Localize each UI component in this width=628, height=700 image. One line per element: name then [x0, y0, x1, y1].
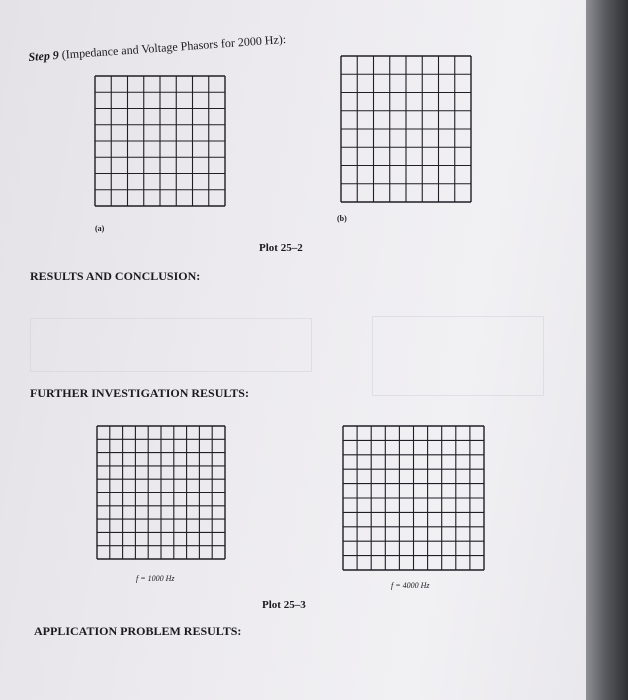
graph-b-label: (b) — [337, 214, 347, 223]
freq-1000-caption: f = 1000 Hz — [136, 574, 175, 583]
plot-25-2-caption: Plot 25–2 — [259, 242, 303, 254]
bleed-through-text — [457, 34, 462, 50]
step-title: (Impedance and Voltage Phasors for 2000 Hz): — [61, 31, 287, 62]
freq-4000-caption: f = 4000 Hz — [391, 581, 430, 590]
graph-1000hz — [96, 425, 226, 560]
bleed-through-table-right — [372, 316, 544, 396]
graph-a-label: (a) — [95, 224, 105, 233]
further-investigation-heading: FURTHER INVESTIGATION RESULTS: — [30, 386, 249, 400]
step-heading — [28, 32, 287, 65]
step-label: Step 9 — [28, 47, 60, 64]
page-edge-shadow — [586, 0, 628, 700]
graph-4000hz — [342, 425, 485, 571]
bleed-through-table-left — [30, 318, 312, 372]
graph-a — [94, 75, 226, 207]
graph-b — [340, 55, 472, 203]
plot-25-3-caption: Plot 25–3 — [262, 599, 306, 611]
application-heading: APPLICATION PROBLEM RESULTS: — [34, 624, 242, 638]
results-heading: RESULTS AND CONCLUSION: — [30, 269, 201, 283]
